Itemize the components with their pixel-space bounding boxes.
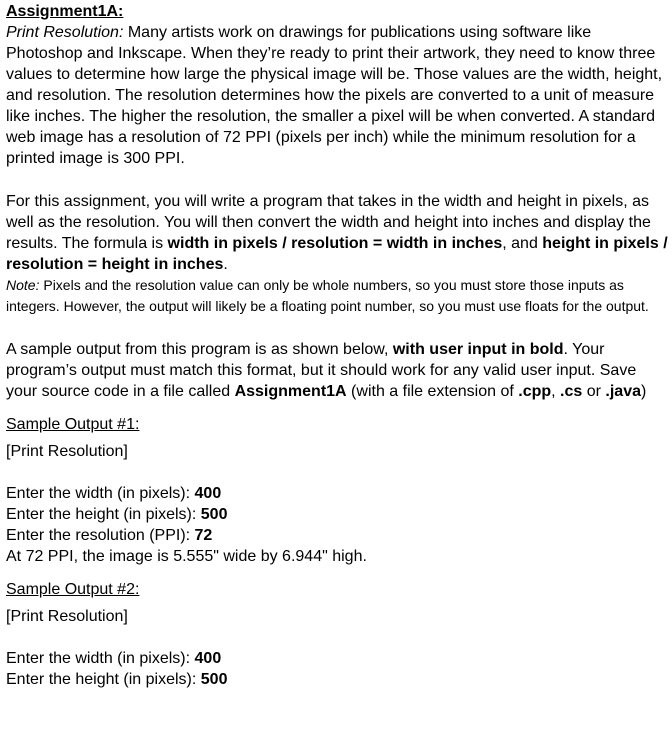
sample-2-width-prompt: Enter the width (in pixels): — [6, 650, 195, 667]
sample-1-tag: [Print Resolution] — [6, 443, 128, 460]
sample-1-height-line — [6, 504, 670, 525]
assignment-text-2: , and — [502, 235, 543, 252]
sample-2-height-prompt: Enter the height (in pixels): — [6, 671, 201, 688]
sample-intro-text-2: . Your program’s output must match this format, but it should work for any valid user input. Save your source code in a file called — [6, 341, 637, 400]
sample-intro-text-6: ) — [641, 383, 647, 400]
note-text: Pixels and the resolution value can only be whole numbers, so you must store those inputs as integers. However, the output will likely be a floating point number, so you must use floats for the output. — [6, 277, 649, 314]
sample-intro-text-3: (with a file extension of — [346, 383, 519, 400]
sample-1-height-value: 500 — [200, 506, 228, 523]
sample-2-width-line — [6, 648, 670, 669]
sample-intro-paragraph — [6, 339, 670, 402]
note-paragraph — [6, 275, 670, 317]
source-filename: Assignment1A — [234, 383, 347, 400]
intro-paragraph — [6, 22, 670, 169]
sample-intro-text-4: , — [551, 383, 561, 400]
sample-1-width-value: 400 — [194, 485, 222, 502]
ext-cs: .cs — [560, 383, 583, 400]
sample-1-res-line — [6, 525, 670, 546]
sample-2-tag: [Print Resolution] — [6, 608, 128, 625]
sample-1-width-line — [6, 483, 670, 504]
sample-output-2-heading: Sample Output #2: — [6, 581, 140, 598]
sample-2-height-value: 500 — [200, 671, 228, 688]
ext-cpp: .cpp — [518, 383, 552, 400]
sample-1-result-line: At 72 PPI, the image is 5.555" wide by 6.944" high. — [6, 548, 367, 565]
sample-2-width-value: 400 — [194, 650, 222, 667]
document — [6, 0, 670, 690]
sample-1-height-prompt: Enter the height (in pixels): — [6, 506, 201, 523]
intro-text: Many artists work on drawings for publications using software like Photoshop and Inkscape. When they’re ready to print their artwork, they need to know three values to determine how large the physical image will be. Those values are the width, height, and resolution. The resolution determines how the pixels are converted to a unit of measure like inches. The higher the resolution, the smaller a pixel will be when converted. A standard web image has a resolution of 72 PPI (pixels per inch) while the minimum resolution for a printed image is 300 PPI. — [6, 24, 663, 167]
sample-intro-text-5: or — [582, 383, 606, 400]
ext-java: .java — [605, 383, 641, 400]
sample-1-width-prompt: Enter the width (in pixels): — [6, 485, 195, 502]
sample-1-res-prompt: Enter the resolution (PPI): — [6, 527, 195, 544]
assignment-text-1: For this assignment, you will write a program that takes in the width and height in pixels, as well as the resolution. You will then convert the width and height into inches and display the results. The formula is — [6, 193, 651, 252]
width-formula: width in pixels / resolution = width in inches — [167, 235, 503, 252]
assignment-text-3: . — [223, 256, 228, 273]
intro-label: Print Resolution: — [6, 24, 124, 41]
sample-intro-text-1: A sample output from this program is as shown below, — [6, 341, 393, 358]
sample-2-height-line — [6, 669, 670, 690]
assignment-title: Assignment1A: — [6, 3, 124, 20]
assignment-paragraph — [6, 191, 670, 275]
sample-1-res-value: 72 — [194, 527, 213, 544]
note-label: Note: — [6, 277, 40, 293]
sample-intro-bold-1: with user input in bold — [392, 341, 564, 358]
sample-output-1-heading: Sample Output #1: — [6, 416, 140, 433]
height-formula: height in pixels / resolution = height in inches — [6, 235, 668, 273]
